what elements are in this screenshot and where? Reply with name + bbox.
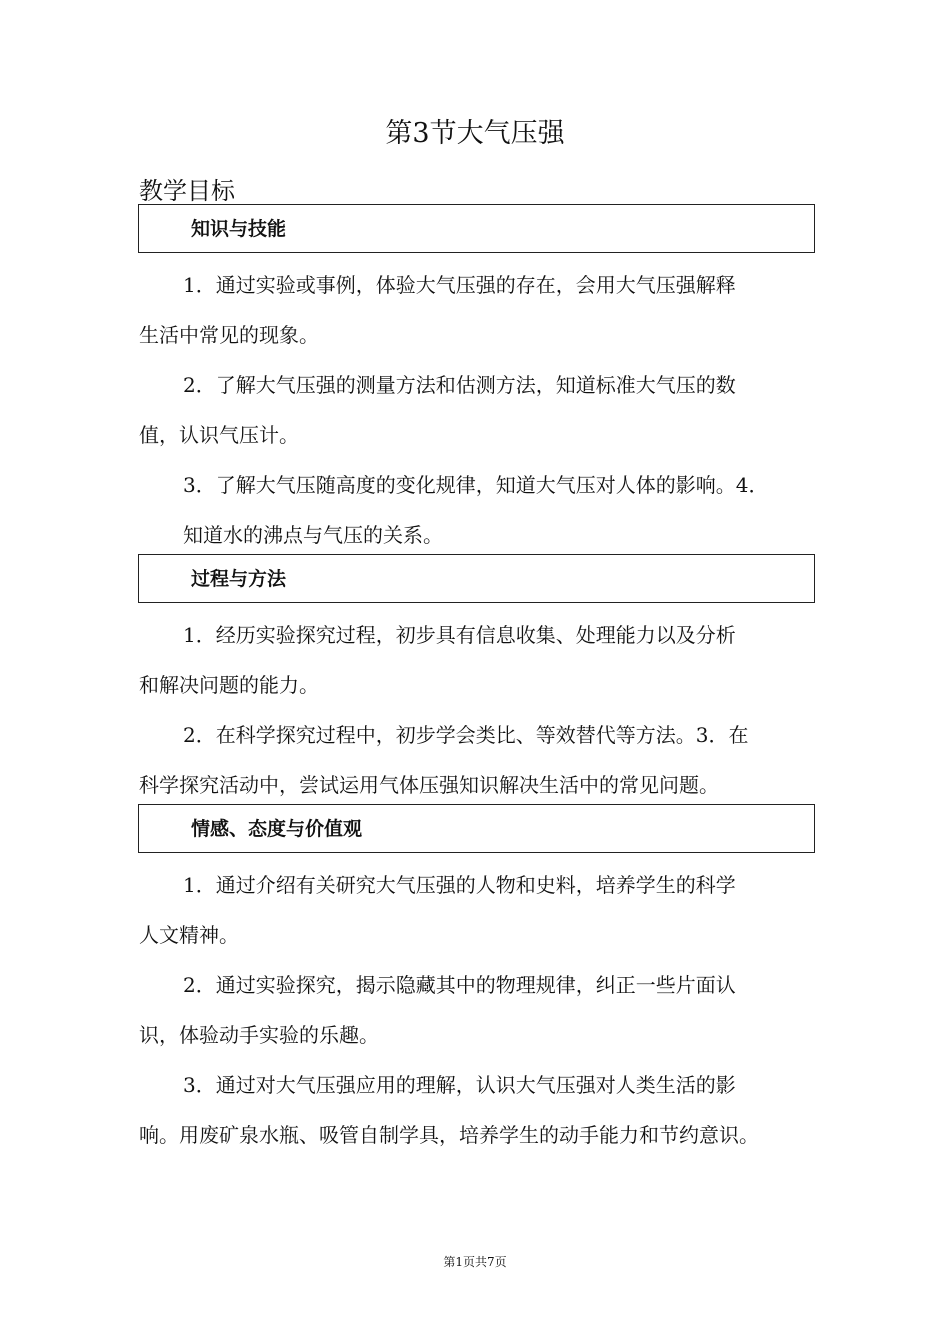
paragraph-line: 1．经历实验探究过程，初步具有信息收集、处理能力以及分析 (183, 623, 736, 647)
heading-box-knowledge (138, 204, 815, 253)
paragraph-line: 2．在科学探究过程中，初步学会类比、等效替代等方法。3．在 (183, 723, 749, 747)
paragraph-line: 识，体验动手实验的乐趣。 (139, 1023, 379, 1047)
heading-emotion: 情感、态度与价值观 (191, 818, 363, 840)
paragraph-line: 科学探究活动中，尝试运用气体压强知识解决生活中的常见问题。 (139, 773, 719, 797)
page-footer: 第1页共7页 (443, 1255, 507, 1269)
paragraph-line: 知道水的沸点与气压的关系。 (183, 523, 443, 547)
paragraph-line: 人文精神。 (139, 923, 239, 947)
paragraph-line: 响。用废矿泉水瓶、吸管自制学具，培养学生的动手能力和节约意识。 (139, 1123, 759, 1147)
page-title: 第3节大气压强 (385, 118, 565, 149)
paragraph-line: 2．了解大气压强的测量方法和估测方法，知道标准大气压的数 (183, 373, 736, 397)
section-heading: 教学目标 (139, 177, 235, 205)
paragraph-line: 3．通过对大气压强应用的理解，认识大气压强对人类生活的影 (183, 1073, 736, 1097)
heading-box-emotion (138, 804, 815, 853)
paragraph-line: 1．通过实验或事例，体验大气压强的存在，会用大气压强解释 (183, 273, 736, 297)
heading-knowledge: 知识与技能 (191, 218, 287, 240)
paragraph-line: 值，认识气压计。 (139, 423, 299, 447)
paragraph-line: 生活中常见的现象。 (139, 323, 319, 347)
paragraph-line: 3．了解大气压随高度的变化规律，知道大气压对人体的影响。4． (183, 473, 769, 497)
heading-box-process (138, 554, 815, 603)
paragraph-line: 和解决问题的能力。 (139, 673, 319, 697)
heading-process: 过程与方法 (191, 568, 287, 590)
paragraph-line: 1．通过介绍有关研究大气压强的人物和史料，培养学生的科学 (183, 873, 736, 897)
paragraph-line: 2．通过实验探究，揭示隐藏其中的物理规律，纠正一些片面认 (183, 973, 736, 997)
